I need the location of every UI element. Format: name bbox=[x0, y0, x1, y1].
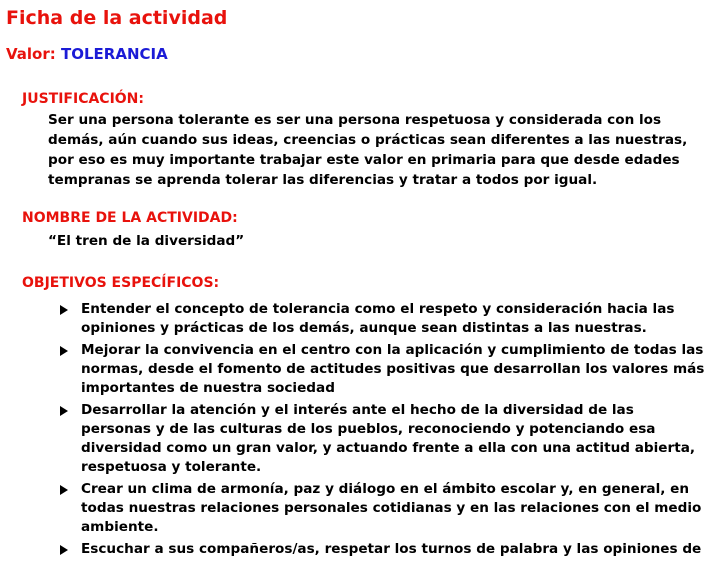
justificacion-line: por eso es muy importante trabajar este valor en primaria para que desde edades bbox=[48, 152, 680, 168]
objetivo-line: Crear un clima de armonía, paz y diálogo en el ámbito escolar y, en general, en bbox=[81, 481, 690, 497]
arrow-bullet-icon bbox=[60, 545, 68, 555]
arrow-bullet-icon bbox=[60, 485, 68, 495]
objetivos-list bbox=[60, 300, 720, 562]
justificacion-line: demás, aún cuando sus ideas, creencias o prácticas sean diferentes a las nuestras, bbox=[48, 132, 688, 148]
objetivo-line: Escuchar a sus compañeros/as, respetar los turnos de palabra y las opiniones de bbox=[81, 541, 702, 557]
objetivo-line: respetuosa y tolerante. bbox=[81, 459, 262, 475]
objetivo-line: ambiente. bbox=[81, 519, 159, 535]
objetivo-line: Mejorar la convivencia en el centro con la aplicación y cumplimiento de todas las bbox=[81, 342, 704, 358]
nombre-value: “El tren de la diversidad” bbox=[48, 233, 245, 249]
objetivo-item bbox=[60, 540, 720, 559]
objetivo-item bbox=[60, 300, 720, 338]
justificacion-line: Ser una persona tolerante es ser una persona respetuosa y considerada con los bbox=[48, 112, 662, 128]
objetivo-item bbox=[60, 341, 720, 398]
objetivo-line: personas y de las culturas de los pueblos, reconociendo y potenciando esa bbox=[81, 421, 656, 437]
justificacion-line: tempranas se aprenda tolerar las diferencias y tratar a todos por igual. bbox=[48, 172, 598, 188]
objetivo-line: todas nuestras relaciones personales cotidianas y en las relaciones con el medio bbox=[81, 500, 702, 516]
justificacion-text bbox=[48, 110, 687, 190]
valor-value: TOLERANCIA bbox=[61, 45, 168, 63]
objetivo-item bbox=[60, 480, 720, 537]
objetivo-line: normas, desde el fomento de actitudes positivas que desarrollan los valores más bbox=[81, 361, 705, 377]
objetivos-heading: OBJETIVOS ESPECÍFICOS: bbox=[22, 275, 220, 291]
objetivo-line: opiniones y prácticas de los demás, aunque sean distintas a las nuestras. bbox=[81, 320, 647, 336]
objetivo-line: Entender el concepto de tolerancia como el respeto y consideración hacia las bbox=[81, 301, 675, 317]
objetivo-item bbox=[60, 401, 720, 477]
valor-line bbox=[6, 45, 168, 63]
arrow-bullet-icon bbox=[60, 305, 68, 315]
arrow-bullet-icon bbox=[60, 406, 68, 416]
page-title: Ficha de la actividad bbox=[6, 7, 228, 29]
objetivo-line: importantes de nuestra sociedad bbox=[81, 380, 335, 396]
objetivo-line: diversidad como un gran valor, y actuando frente a ella con una actitud abierta, bbox=[81, 440, 696, 456]
justificacion-heading: JUSTIFICACIÓN: bbox=[22, 91, 145, 107]
valor-label: Valor: bbox=[6, 45, 56, 63]
arrow-bullet-icon bbox=[60, 346, 68, 356]
objetivo-line: Desarrollar la atención y el interés ante el hecho de la diversidad de las bbox=[81, 402, 634, 418]
nombre-heading: NOMBRE DE LA ACTIVIDAD: bbox=[22, 210, 238, 226]
